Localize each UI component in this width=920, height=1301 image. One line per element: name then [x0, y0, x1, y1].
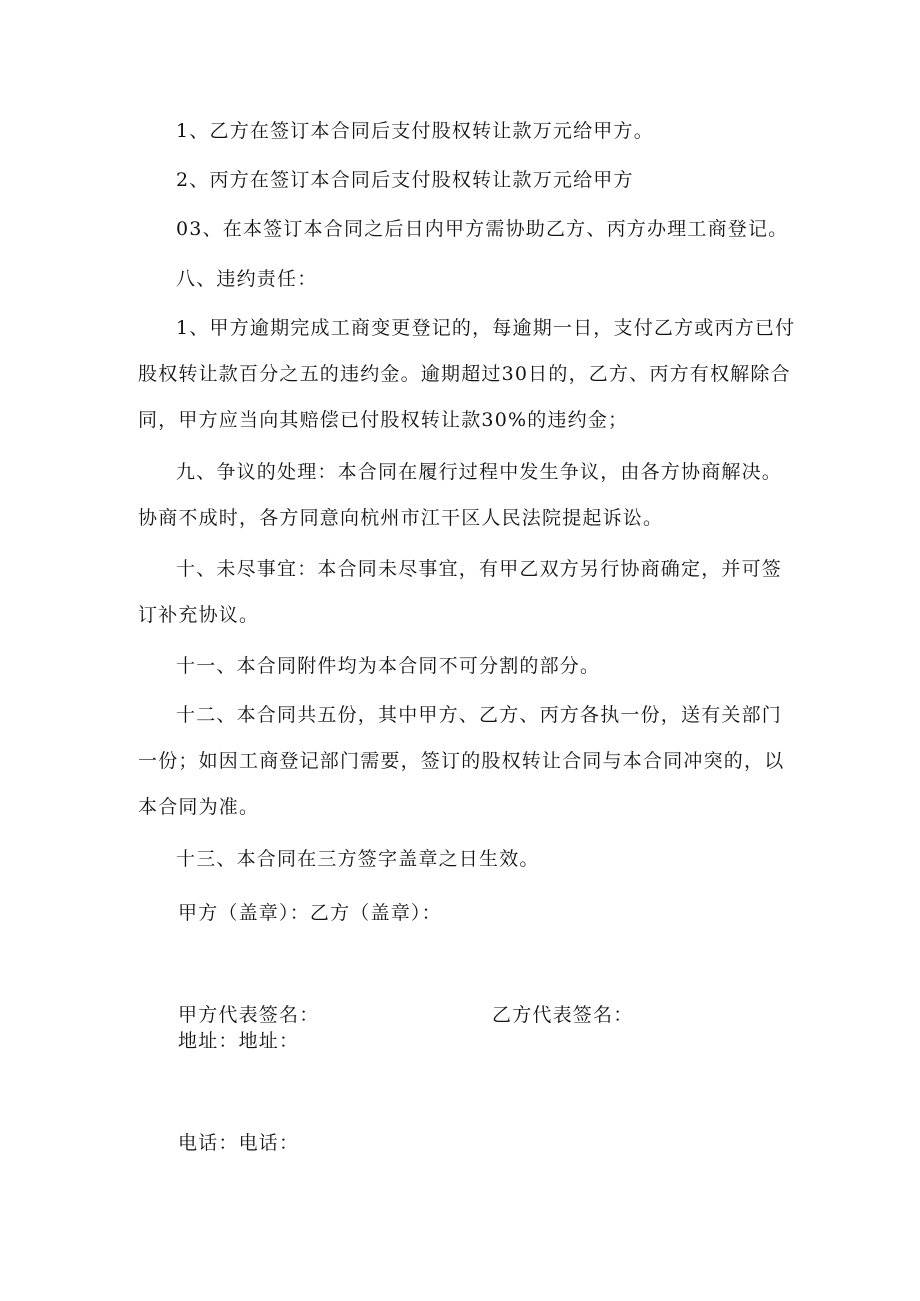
- clause-outstanding-matters: 十、未尽事宜：本合同未尽事宜，有甲乙双方另行协商确定，并可签订补充协议。: [138, 558, 783, 626]
- clause-effective: 十三、本合同在三方签字盖章之日生效。: [176, 848, 540, 870]
- clause-copies: 十二、本合同共五份，其中甲方、乙方、丙方各执一份，送有关部门一份；如因工商登记部门需要，签订的股权转让合同与本合同冲突的，以本合同为准。: [138, 704, 785, 818]
- party-a-representative-signature: 甲方代表签名：: [178, 1004, 320, 1026]
- clause-payment-b: 1、乙方在签订本合同后支付股权转让款万元给甲方。: [176, 120, 654, 142]
- clause-attachments: 十一、本合同附件均为本合同不可分割的部分。: [176, 655, 601, 677]
- clause-registration: 03、在本签订本合同之后日内甲方需协助乙方、丙方办理工商登记。: [176, 218, 789, 240]
- section-heading-breach: 八、违约责任：: [176, 268, 318, 290]
- clause-payment-c: 2、丙方在签订本合同后支付股权转让款万元给甲方: [176, 169, 634, 191]
- clause-breach-penalty: 1、甲方逾期完成工商变更登记的，每逾期一日，支付乙方或丙方已付股权转让款百分之五的违约金。逾期超过30日的，乙方、丙方有权解除合同，甲方应当向其赔偿已付股权转让款30%的违约金；: [138, 317, 796, 431]
- address-line: 地址：地址：: [178, 1030, 300, 1052]
- party-b-representative-signature: 乙方代表签名：: [492, 1004, 634, 1026]
- clause-dispute: 九、争议的处理：本合同在履行过程中发生争议，由各方协商解决。协商不成时，各方同意向杭州市江干区人民法院提起诉讼。: [138, 461, 783, 529]
- seal-line: 甲方（盖章）：乙方（盖章）：: [178, 902, 442, 924]
- phone-line: 电话：电话：: [178, 1132, 300, 1154]
